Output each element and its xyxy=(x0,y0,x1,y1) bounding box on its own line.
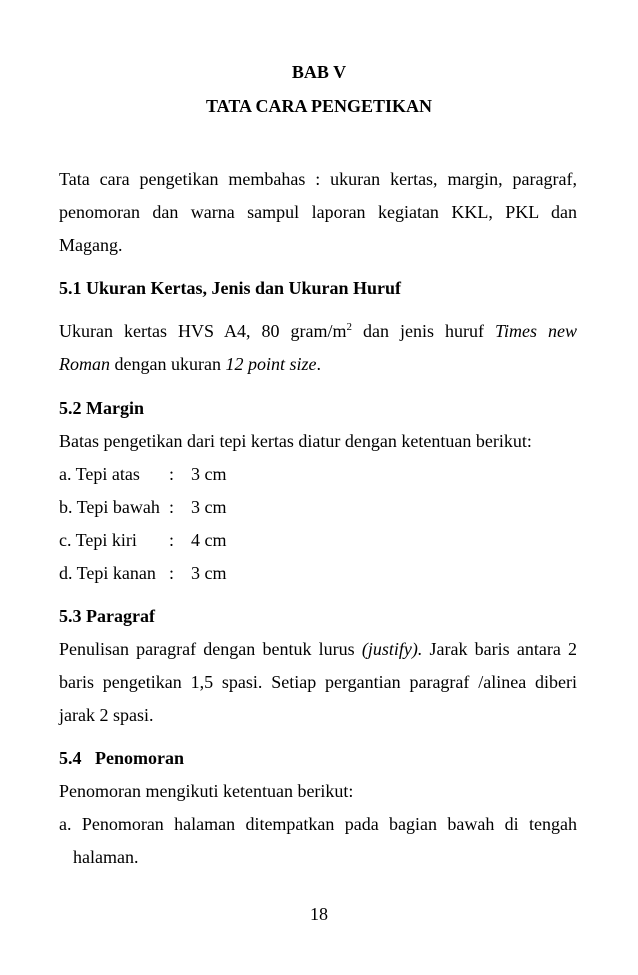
section-5-3-line-3: jarak 2 spasi. xyxy=(59,705,154,725)
section-5-3-line-1: Penulisan paragraf dengan bentuk lurus (justify). Jarak baris antara 2 xyxy=(59,639,577,659)
numbering-item-a-line-2: halaman. xyxy=(73,847,139,867)
margin-item-top: a. Tepi atas : 3 cm xyxy=(59,464,227,484)
section-5-4-heading: 5.4 Penomoran xyxy=(59,748,184,768)
section-5-1-line-2: Roman dengan ukuran 12 point size. xyxy=(59,354,321,374)
margin-item-right: d. Tepi kanan : 3 cm xyxy=(59,563,227,583)
page-number: 18 xyxy=(310,904,328,924)
intro-line-3: Magang. xyxy=(59,235,123,255)
section-5-1-line-1: Ukuran kertas HVS A4, 80 gram/$m^2$ dan jenis huruf Times new xyxy=(59,321,577,341)
chapter-title: TATA CARA PENGETIKAN xyxy=(205,96,433,116)
section-5-2-text: Batas pengetikan dari tepi kertas diatur dengan ketentuan berikut: xyxy=(59,431,532,451)
section-5-1-heading: 5.1 Ukuran Kertas, Jenis dan Ukuran Huruf xyxy=(59,278,402,298)
intro-line-2: penomoran dan warna sampul laporan kegiatan KKL, PKL dan xyxy=(59,202,577,222)
numbering-item-a-line-1: a. Penomoran halaman ditempatkan pada bagian bawah di tengah xyxy=(59,814,577,834)
chapter-number: BAB V xyxy=(291,62,347,82)
section-5-2-heading: 5.2 Margin xyxy=(59,398,144,418)
section-5-3-heading: 5.3 Paragraf xyxy=(59,606,155,626)
margin-item-left: c. Tepi kiri : 4 cm xyxy=(59,530,227,550)
section-5-3-line-2: baris pengetikan 1,5 spasi. Setiap pergantian paragraf /alinea diberi xyxy=(59,672,577,692)
margin-item-bottom: b. Tepi bawah : 3 cm xyxy=(59,497,227,517)
section-5-4-text: Penomoran mengikuti ketentuan berikut: xyxy=(59,781,354,801)
intro-line-1: Tata cara pengetikan membahas : ukuran kertas, margin, paragraf, xyxy=(59,169,577,189)
